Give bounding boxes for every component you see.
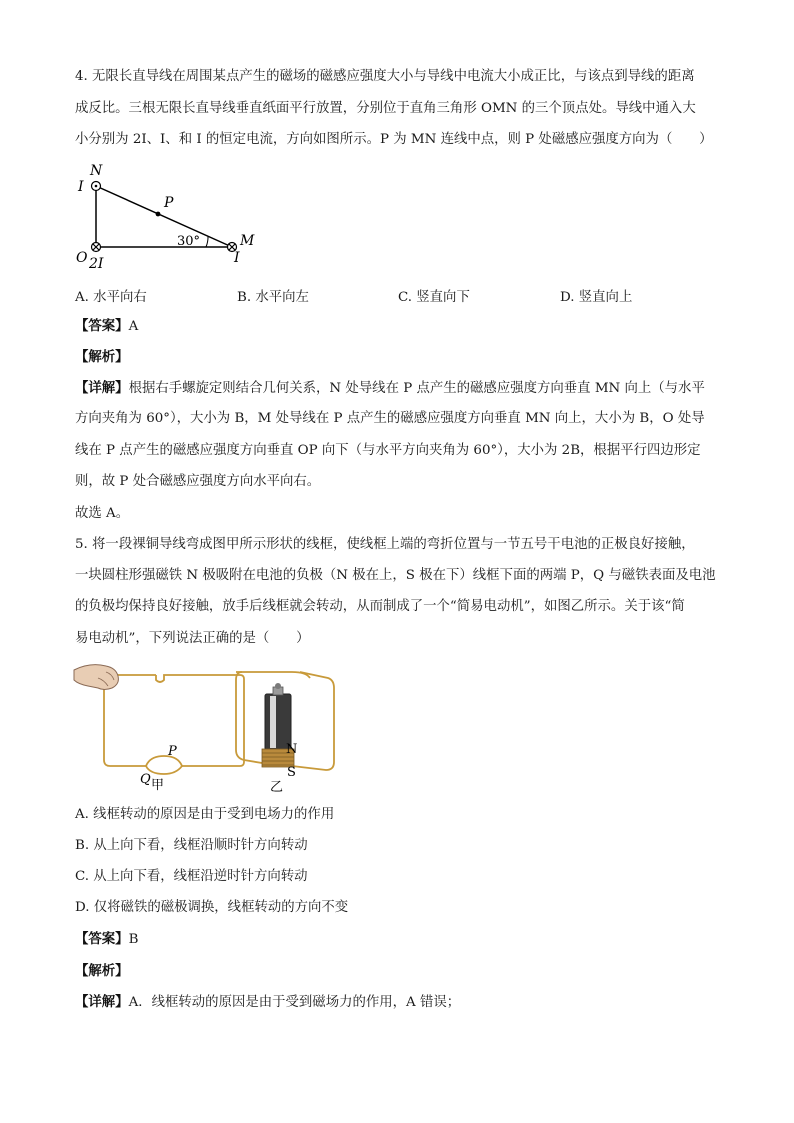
q5-option-c: C. 从上向下看，线框沿逆时针方向转动 — [75, 869, 308, 884]
q4-analysis-heading — [75, 348, 129, 367]
q4-detail-line-2: 方向夹角为 60°），大小为 B，M 处导线在 P 点产生的磁感应强度方向垂直 MN 向上，大小为 B，O 处导 — [75, 411, 705, 426]
q4-detail-line-3: 线在 P 点产生的磁感应强度方向垂直 OP 向下（与水平方向夹角为 60°），大小为 2B，根据平行四边形定 — [75, 443, 701, 458]
answer-tag: 【答案】 — [75, 931, 129, 947]
q4-answer: A — [128, 319, 139, 334]
q5-detail-line-1 — [75, 993, 460, 1012]
q4-detail-text-1: 根据右手螺旋定则结合几何关系，N 处导线在 P 点产生的磁感应强度方向垂直 MN 向上（与水平 — [128, 381, 705, 396]
q5-motor-figure — [70, 658, 370, 798]
label-2i: 2I — [89, 256, 104, 272]
q4-option-b: B. 水平向左 — [237, 290, 309, 305]
label-q-jia: Q — [140, 772, 151, 787]
q5-answer-line — [75, 930, 138, 949]
q4-option-d: D. 竖直向上 — [560, 290, 633, 305]
answer-tag: 【答案】 — [75, 318, 129, 334]
label-angle: 30° — [177, 234, 201, 249]
label-o: O — [76, 250, 88, 266]
q5-answer: B — [128, 932, 139, 947]
detail-tag: 【详解】 — [75, 380, 129, 396]
hand-icon — [74, 665, 118, 690]
q4-stem-line-1: 4. 无限长直导线在周围某点产生的磁场的磁感应强度大小与导线中电流大小成正比，与该点到导线的距离 — [75, 69, 695, 84]
q4-detail-line-1 — [75, 379, 705, 398]
analysis-tag: 【解析】 — [75, 349, 129, 365]
wire-o-cross-icon — [92, 243, 101, 252]
label-jia: 甲 — [151, 778, 165, 793]
q4-option-c: C. 竖直向下 — [398, 290, 470, 305]
label-p-jia: P — [168, 744, 177, 759]
wire-n-dot-icon — [92, 182, 101, 191]
q5-analysis-heading — [75, 962, 129, 981]
q5-option-a: A. 线框转动的原因是由于受到电场力的作用 — [75, 807, 335, 822]
q4-options — [75, 286, 715, 304]
label-i-right: I — [234, 250, 240, 266]
q4-option-a: A. 水平向右 — [75, 290, 147, 305]
label-p: P — [164, 195, 174, 211]
q5-stem-line-3: 的负极均保持良好接触，放手后线框就会转动，从而制成了一个“简易电动机”，如图乙所示。关于该“简 — [75, 599, 685, 614]
q4-stem-line-2: 成反比。三根无限长直导线垂直纸面平行放置，分别位于直角三角形 OMN 的三个顶点处。导线中通入大 — [75, 101, 696, 116]
label-n-yi: N — [286, 742, 298, 757]
q4-triangle-figure — [70, 160, 270, 275]
q4-conclusion: 故选 A。 — [75, 506, 130, 521]
detail-tag: 【详解】 — [75, 994, 129, 1010]
q4-stem-line-3: 小分别为 2I、I、和 I 的恒定电流，方向如图所示。P 为 MN 连线中点，则 P 处磁感应强度方向为（ ） — [75, 132, 713, 147]
q5-stem-line-1: 5. 将一段裸铜导线弯成图甲所示形状的线框，使线框上端的弯折位置与一节五号干电池的正极良好接触， — [75, 537, 695, 552]
q5-stem-line-2: 一块圆柱形强磁铁 N 极吸附在电池的负极（N 极在上，S 极在下）线框下面的两端 P，Q 与磁铁表面及电池 — [75, 568, 716, 583]
q5-option-d: D. 仅将磁铁的磁极调换，线框转动的方向不变 — [75, 900, 349, 915]
q4-answer-line — [75, 317, 138, 336]
q5-detail-text: A．线框转动的原因是由于受到磁场力的作用，A 错误； — [128, 995, 461, 1010]
q5-option-b: B. 从上向下看，线框沿顺时针方向转动 — [75, 838, 308, 853]
q5-stem-line-4: 易电动机”，下列说法正确的是（ ） — [75, 631, 310, 646]
analysis-tag: 【解析】 — [75, 963, 129, 979]
angle-arc — [206, 236, 208, 247]
label-s-yi: S — [287, 765, 296, 780]
battery-icon — [265, 683, 291, 750]
point-p — [156, 212, 161, 217]
label-i-top: I — [78, 179, 84, 195]
q4-detail-line-4: 则，故 P 处合磁感应强度方向水平向右。 — [75, 474, 321, 489]
label-m: M — [240, 233, 255, 249]
label-n: N — [90, 163, 103, 179]
label-yi: 乙 — [270, 780, 284, 795]
wire-frame-jia — [104, 675, 244, 774]
